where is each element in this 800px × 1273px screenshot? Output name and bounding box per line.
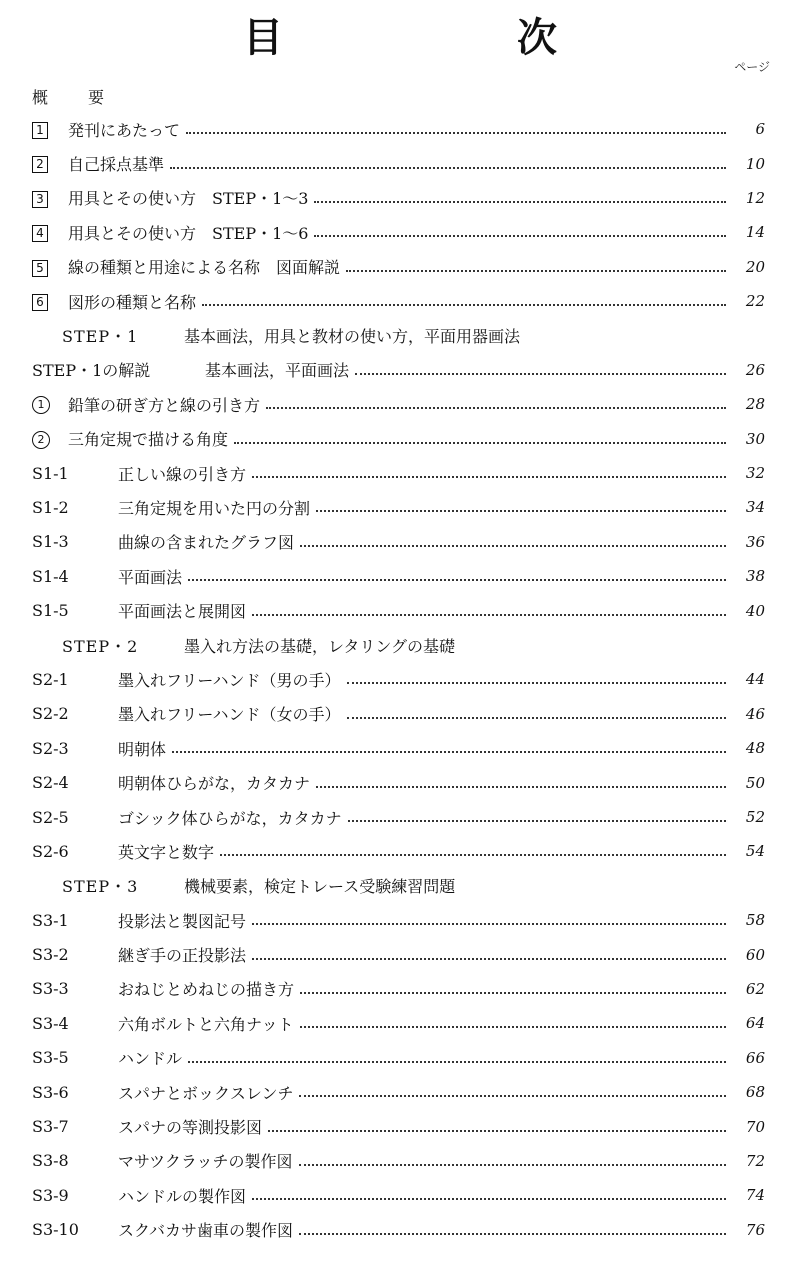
entry-page-number: 12 xyxy=(745,188,765,207)
entry-label: 墨入れフリーハンド（女の手） xyxy=(118,705,341,725)
entry-page-number: 48 xyxy=(745,739,765,758)
entry-label: 明朝体ひらがな，カタカナ xyxy=(118,774,311,794)
entry-page-number: 64 xyxy=(745,1014,765,1033)
entry-body xyxy=(118,1184,732,1207)
toc-entry[interactable] xyxy=(0,490,800,524)
toc-entry[interactable] xyxy=(0,697,800,731)
entry-code: 6 xyxy=(32,294,48,311)
entry-body xyxy=(118,565,732,588)
dot-leader xyxy=(299,1095,726,1097)
entry-body xyxy=(118,668,732,691)
entry-page-number: 44 xyxy=(745,670,765,689)
entry-body xyxy=(118,840,732,863)
dot-leader xyxy=(252,1198,726,1200)
toc-entry[interactable] xyxy=(0,456,800,490)
entry-body xyxy=(118,1081,732,1104)
entry-page-number: 40 xyxy=(745,601,765,620)
dot-leader xyxy=(314,201,726,203)
toc-entry[interactable] xyxy=(0,215,800,249)
entry-label: 正しい線の引き方 xyxy=(118,464,247,484)
entry-code: S3-9 xyxy=(32,1185,69,1205)
entry-page-number: 66 xyxy=(745,1048,765,1067)
dot-leader xyxy=(220,854,726,856)
entry-body xyxy=(68,186,732,209)
entry-label: 三角定規で描ける角度 xyxy=(68,430,229,450)
entry-body xyxy=(68,221,732,244)
entry-body xyxy=(118,530,732,553)
entry-body xyxy=(118,1046,732,1069)
section-name: STEP・2 xyxy=(62,636,139,656)
entry-page-number: 22 xyxy=(745,292,765,311)
entry-code: STEP・1の解説 xyxy=(32,361,151,381)
entry-page-number: 46 xyxy=(745,704,765,723)
toc-entry[interactable] xyxy=(0,353,800,387)
dot-leader xyxy=(202,304,726,306)
entry-label: マサツクラッチの製作図 xyxy=(118,1152,293,1172)
entry-page-number: 30 xyxy=(745,429,765,448)
toc-entry[interactable] xyxy=(0,387,800,421)
toc-entry[interactable] xyxy=(0,1213,800,1247)
entry-label: 基本画法，平面画法 xyxy=(205,361,350,381)
entry-page-number: 74 xyxy=(745,1186,765,1205)
entry-code: 4 xyxy=(32,225,48,242)
toc-entry[interactable] xyxy=(0,181,800,215)
entry-code: 2 xyxy=(32,156,48,173)
dot-leader xyxy=(188,1061,726,1063)
entry-page-number: 72 xyxy=(745,1151,765,1170)
entry-label: 線の種類と用途による名称 図面解説 xyxy=(68,258,341,278)
entry-page-number: 38 xyxy=(745,567,765,586)
entry-code: 1 xyxy=(32,396,50,414)
dot-leader xyxy=(170,167,726,169)
toc-entry[interactable] xyxy=(0,834,800,868)
toc-entry[interactable] xyxy=(0,1075,800,1109)
entry-label: 明朝体 xyxy=(118,739,167,759)
entry-label: ゴシック体ひらがな，カタカナ xyxy=(118,808,342,828)
section-heading-step1 xyxy=(0,318,800,352)
entry-label: 自己採点基準 xyxy=(68,155,165,175)
entry-code: S1-2 xyxy=(32,497,69,517)
entry-label: スパナの等測投影図 xyxy=(118,1118,263,1138)
entry-label: 発刊にあたって xyxy=(68,120,181,140)
entry-page-number: 58 xyxy=(745,911,765,930)
dot-leader xyxy=(314,235,726,237)
entry-code: S3-10 xyxy=(32,1220,79,1240)
entry-page-number: 14 xyxy=(745,223,765,242)
entry-body xyxy=(118,599,732,622)
dot-leader xyxy=(186,132,726,134)
entry-page-number: 70 xyxy=(745,1117,765,1136)
entry-code: S3-1 xyxy=(32,910,69,930)
entry-body xyxy=(118,737,732,760)
section-description: 基本画法，用具と教材の使い方，平面用器画法 xyxy=(184,327,521,347)
entry-body xyxy=(68,427,732,450)
entry-body xyxy=(118,806,732,829)
section-heading-step3 xyxy=(0,869,800,903)
dot-leader xyxy=(355,373,726,375)
entry-body xyxy=(118,1012,732,1035)
entry-page-number: 52 xyxy=(745,808,765,826)
entry-code: S2-1 xyxy=(32,669,69,689)
dot-leader xyxy=(234,442,726,444)
entry-code: 5 xyxy=(32,260,48,277)
entry-code: S3-7 xyxy=(32,1117,69,1137)
entry-body xyxy=(118,1115,732,1138)
toc-entry[interactable] xyxy=(0,662,800,696)
entry-code: S3-3 xyxy=(32,979,69,999)
entry-page-number: 50 xyxy=(745,773,765,792)
entry-code: S1-5 xyxy=(32,601,69,621)
entry-label: 用具とその使い方 STEP・1～6 xyxy=(68,223,309,243)
entry-body xyxy=(68,118,732,141)
dot-leader xyxy=(347,682,726,684)
entry-code: 2 xyxy=(32,431,50,449)
entry-page-number: 36 xyxy=(745,532,765,551)
entry-label: ハンドル xyxy=(118,1049,183,1069)
page-column-label: ページ xyxy=(734,60,770,74)
toc-entry[interactable] xyxy=(0,1006,800,1040)
toc-entry[interactable] xyxy=(0,112,800,146)
section-heading-step2 xyxy=(0,628,800,662)
entry-page-number: 32 xyxy=(745,464,765,483)
entry-body xyxy=(68,255,732,278)
entry-body xyxy=(205,358,732,381)
toc-entry[interactable] xyxy=(0,765,800,799)
entry-label: スパナとボックスレンチ xyxy=(118,1083,294,1103)
dot-leader xyxy=(300,992,726,994)
entry-code: S3-6 xyxy=(32,1082,69,1102)
toc-entry[interactable] xyxy=(0,250,800,284)
entry-label: ハンドルの製作図 xyxy=(118,1186,247,1206)
entry-code: S3-8 xyxy=(32,1151,69,1171)
toc-entry[interactable] xyxy=(0,525,800,559)
entry-label: 三角定規を用いた円の分割 xyxy=(118,498,311,518)
entry-label: 曲線の含まれたグラフ図 xyxy=(118,533,295,553)
entry-page-number: 54 xyxy=(745,842,765,861)
entry-body xyxy=(118,943,732,966)
overview-heading: 概要 xyxy=(32,88,145,107)
entry-code: S2-3 xyxy=(32,738,69,758)
dot-leader xyxy=(300,1026,726,1028)
dot-leader xyxy=(252,923,726,925)
entry-body xyxy=(118,771,732,794)
entry-code: 3 xyxy=(32,191,48,208)
entry-body xyxy=(68,393,732,416)
dot-leader xyxy=(252,958,726,960)
entry-label: 鉛筆の研ぎ方と線の引き方 xyxy=(68,395,261,415)
entry-page-number: 26 xyxy=(745,360,765,379)
entry-label: 継ぎ手の正投影法 xyxy=(118,946,247,966)
toc-entry[interactable] xyxy=(0,146,800,180)
entry-body xyxy=(118,462,732,485)
entry-page-number: 34 xyxy=(745,498,765,517)
toc-entry[interactable] xyxy=(0,1178,800,1212)
entry-page-number: 6 xyxy=(755,120,765,139)
entry-label: 平面画法 xyxy=(118,567,183,587)
entry-body xyxy=(118,1149,732,1172)
entry-code: S3-2 xyxy=(32,945,69,965)
entry-page-number: 28 xyxy=(745,395,765,414)
section-name: STEP・3 xyxy=(62,877,139,897)
entry-code: S1-3 xyxy=(32,532,69,552)
toc-entry[interactable] xyxy=(0,1109,800,1143)
dot-leader xyxy=(266,407,726,409)
entry-code: S1-1 xyxy=(32,463,69,483)
toc-entry[interactable] xyxy=(0,1041,800,1075)
section-description: 墨入れ方法の基礎，レタリングの基礎 xyxy=(184,636,456,656)
dot-leader xyxy=(172,751,726,753)
entry-body xyxy=(118,702,732,725)
entry-code: S1-4 xyxy=(32,566,69,586)
dot-leader xyxy=(188,579,726,581)
entry-label: スクバカサ歯車の製作図 xyxy=(118,1221,294,1241)
entry-label: 六角ボルトと六角ナット xyxy=(118,1014,294,1034)
entry-code: 1 xyxy=(32,122,48,139)
entry-code: S2-2 xyxy=(32,704,69,724)
entry-label: おねじとめねじの描き方 xyxy=(118,980,295,1000)
toc-entry[interactable] xyxy=(0,559,800,593)
toc-entry[interactable] xyxy=(0,972,800,1006)
entry-page-number: 20 xyxy=(745,257,765,276)
entry-body xyxy=(68,290,732,313)
toc-entry[interactable] xyxy=(0,731,800,765)
entry-page-number: 68 xyxy=(745,1083,765,1102)
dot-leader xyxy=(347,717,726,719)
entry-code: S2-4 xyxy=(32,773,69,793)
entry-page-number: 10 xyxy=(745,154,765,173)
entry-code: S3-4 xyxy=(32,1013,69,1033)
toc-entry[interactable] xyxy=(0,1144,800,1178)
entry-page-number: 60 xyxy=(745,945,765,964)
toc-entry[interactable] xyxy=(0,800,800,834)
entry-label: 用具とその使い方 STEP・1～3 xyxy=(68,189,309,209)
dot-leader xyxy=(300,545,726,547)
toc-entry[interactable] xyxy=(0,937,800,971)
entry-body xyxy=(118,1218,732,1241)
toc-entry[interactable] xyxy=(0,422,800,456)
dot-leader xyxy=(316,786,726,788)
dot-leader xyxy=(299,1164,726,1166)
dot-leader xyxy=(299,1233,726,1235)
entry-label: 墨入れフリーハンド（男の手） xyxy=(118,670,341,690)
dot-leader xyxy=(316,510,726,512)
entry-page-number: 62 xyxy=(745,979,765,998)
dot-leader xyxy=(252,476,726,478)
dot-leader xyxy=(348,820,726,822)
dot-leader xyxy=(252,614,726,616)
entry-label: 英文字と数字 xyxy=(118,842,215,862)
entry-code: S2-6 xyxy=(32,841,69,861)
entry-body xyxy=(118,909,732,932)
entry-code: S3-5 xyxy=(32,1048,69,1068)
entry-label: 投影法と製図記号 xyxy=(118,911,247,931)
entry-page-number: 76 xyxy=(745,1220,765,1239)
dot-leader xyxy=(346,270,726,272)
entry-label: 平面画法と展開図 xyxy=(118,602,247,622)
entry-body xyxy=(118,496,732,519)
entry-label: 図形の種類と名称 xyxy=(68,292,197,312)
page-title: 目 次 xyxy=(243,14,667,61)
toc-entry[interactable] xyxy=(0,593,800,627)
toc-list xyxy=(0,112,800,1247)
section-description: 機械要素，検定トレース受験練習問題 xyxy=(184,877,456,897)
section-name: STEP・1 xyxy=(62,327,139,347)
entry-code: S2-5 xyxy=(32,807,69,827)
entry-body xyxy=(118,977,732,1000)
entry-body xyxy=(68,152,732,175)
toc-entry[interactable] xyxy=(0,903,800,937)
dot-leader xyxy=(268,1130,726,1132)
toc-entry[interactable] xyxy=(0,284,800,318)
